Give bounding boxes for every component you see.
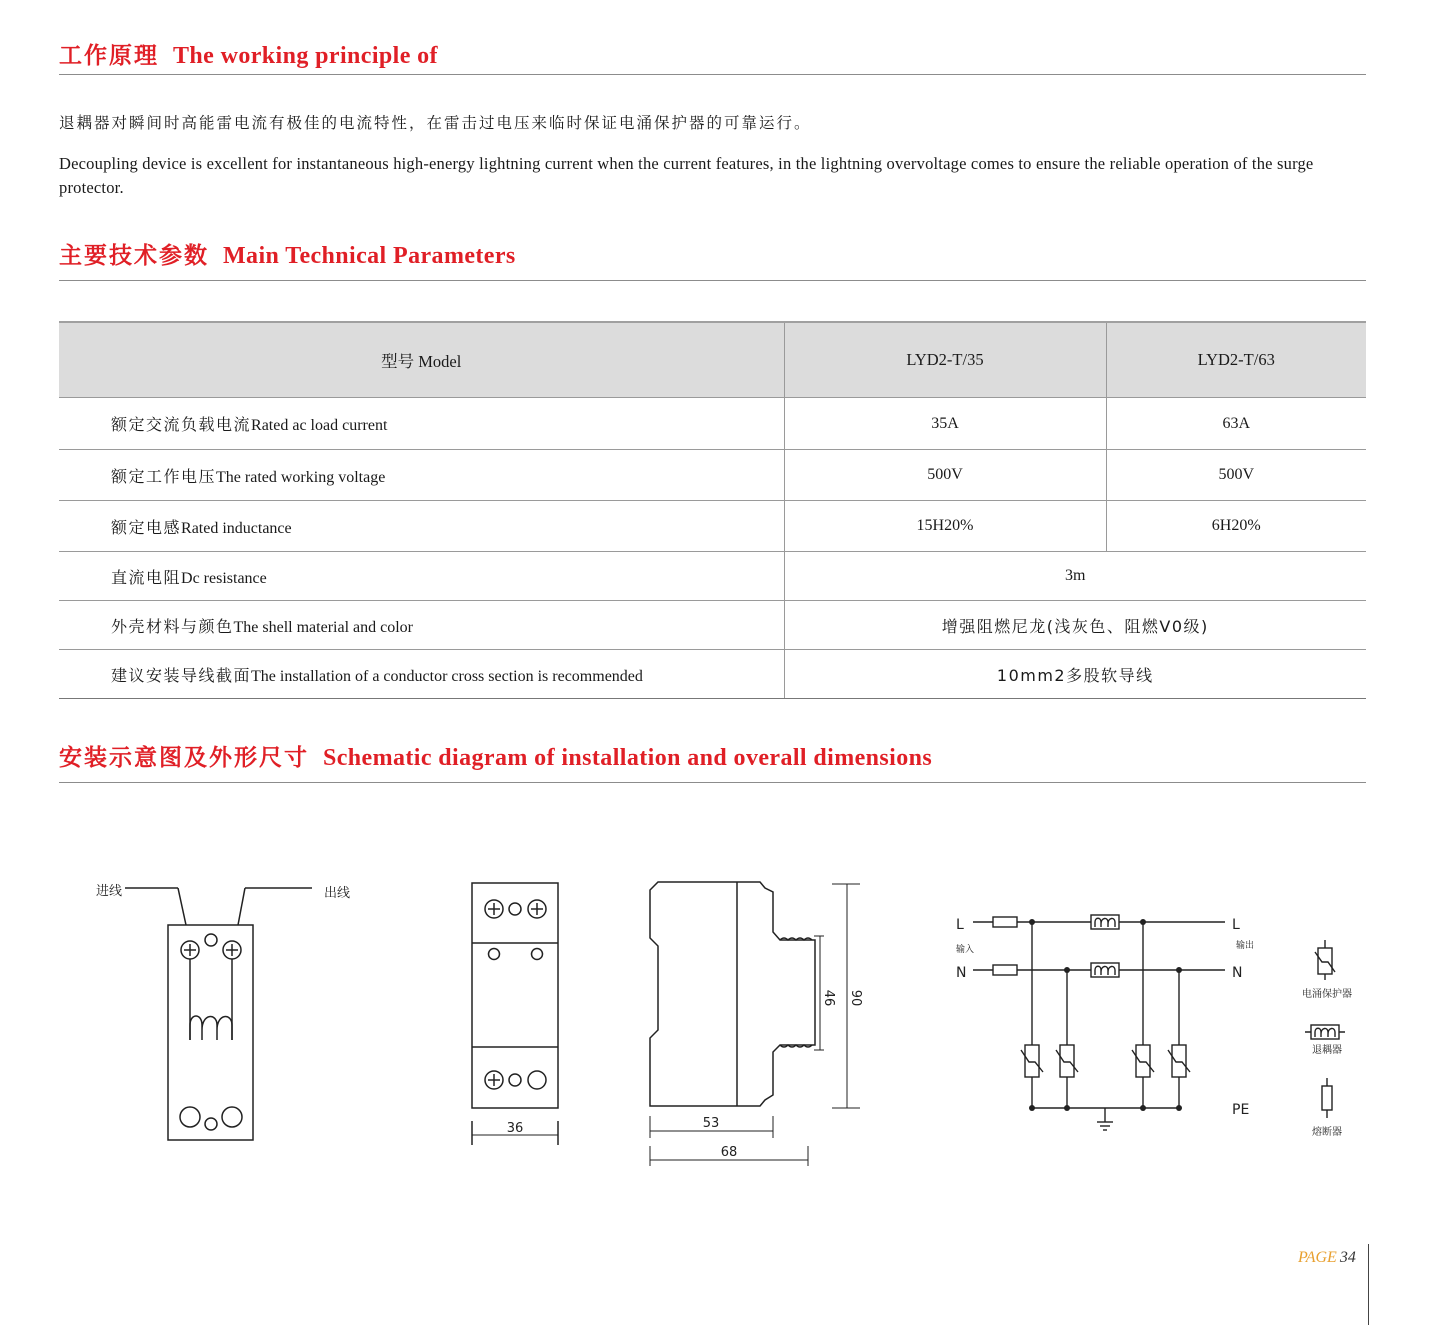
row-label-zh: 额定交流负载电流 (111, 415, 252, 434)
divider (59, 74, 1366, 75)
row-label-en: Rated inductance (181, 519, 292, 537)
dimension-46-label: 46 (821, 989, 836, 1007)
dimension-53-label: 53 (702, 1116, 720, 1131)
principle-text-zh: 退耦器对瞬间时高能雷电流有极佳的电流特性，在雷击过电压来临时保证电涌保护器的可靠运行。 (59, 114, 812, 132)
row-value: 15H20% (784, 501, 1106, 552)
legend-decoupler-label: 退耦器 (1312, 1045, 1342, 1056)
section-title-en: Schematic diagram of installation and overall dimensions (323, 745, 933, 771)
row-label (59, 501, 784, 552)
row-label-zh: 额定电感 (111, 517, 182, 537)
section-title-en: The working principle of (173, 43, 438, 69)
section-title-zh: 安装示意图及外形尺寸 (59, 745, 309, 771)
row-value: 500V (784, 450, 1106, 501)
table-row (59, 398, 1366, 450)
row-label-en: The rated working voltage (216, 468, 386, 486)
row-label-zh: 直流电阻 (111, 567, 182, 587)
dimension-90-label: 90 (848, 989, 863, 1007)
side-view-diagram (640, 870, 875, 1170)
table-header-row (59, 322, 1366, 398)
row-label (59, 650, 784, 699)
legend-fuse-label: 熔断器 (1312, 1127, 1342, 1138)
row-label-zh: 额定工作电压 (111, 466, 217, 486)
section-title-zh: 主要技术参数 (59, 243, 209, 269)
row-value: 6H20% (1106, 501, 1366, 552)
line-L-right-label: L (1232, 917, 1240, 933)
page-number-value: 34 (1339, 1249, 1356, 1266)
line-L-left-label: L (956, 917, 964, 933)
out-line-label: 出线 (324, 886, 351, 901)
in-line-label: 进线 (96, 884, 123, 899)
row-label (59, 398, 784, 450)
header-model: 型号 Model (59, 322, 784, 398)
row-value: 35A (784, 398, 1106, 450)
header-model-35: LYD2-T/35 (784, 322, 1106, 398)
table-row (59, 552, 1366, 601)
row-value: 3m (784, 552, 1366, 601)
row-label-zh: 外壳材料与颜色 (111, 616, 234, 636)
width-dimension-label: 36 (506, 1121, 524, 1136)
row-label (59, 601, 784, 650)
row-value: 增强阻燃尼龙(浅灰色、阻燃V0级) (784, 601, 1366, 650)
table-row (59, 650, 1366, 699)
circuit-schematic-diagram (945, 900, 1365, 1150)
line-N-right-label: N (1232, 965, 1243, 981)
row-label-en: The shell material and color (233, 618, 413, 636)
table-row (59, 601, 1366, 650)
installation-wiring-diagram (80, 870, 380, 1160)
row-value: 10mm2多股软导线 (784, 650, 1366, 699)
table-row (59, 501, 1366, 552)
divider (59, 782, 1366, 783)
output-label: 输出 (1236, 941, 1255, 951)
pe-label: PE (1232, 1102, 1250, 1118)
section-title-parameters (59, 237, 516, 270)
row-label-en: Dc resistance (181, 569, 267, 587)
dimension-68-label: 68 (720, 1145, 738, 1160)
page-number (1298, 1249, 1356, 1267)
row-label (59, 450, 784, 501)
input-label: 输入 (956, 945, 975, 955)
page-edge-line (1368, 1244, 1369, 1325)
row-label-en: The installation of a conductor cross section is recommended (251, 667, 643, 685)
legend-spd-label: 电涌保护器 (1302, 989, 1352, 1000)
section-title-zh: 工作原理 (59, 43, 159, 69)
row-label (59, 552, 784, 601)
parameters-table (59, 321, 1366, 699)
line-N-left-label: N (956, 965, 967, 981)
header-model-63: LYD2-T/63 (1106, 322, 1366, 398)
section-title-principle (59, 37, 438, 70)
table-row (59, 450, 1366, 501)
front-view-diagram (460, 875, 570, 1155)
row-value: 500V (1106, 450, 1366, 501)
principle-text-en: Decoupling device is excellent for instantaneous high-energy lightning current when the current features, in the lightning overvoltage comes to ensure the reliable operation of the surge protector. (59, 154, 1314, 197)
row-value: 63A (1106, 398, 1366, 450)
row-label-en: Rated ac load current (251, 417, 388, 434)
divider (59, 280, 1366, 281)
section-title-schematic (59, 739, 932, 772)
row-label-zh: 建议安装导线截面 (111, 665, 252, 685)
page-label: PAGE (1298, 1249, 1337, 1266)
section-title-en: Main Technical Parameters (223, 243, 516, 269)
